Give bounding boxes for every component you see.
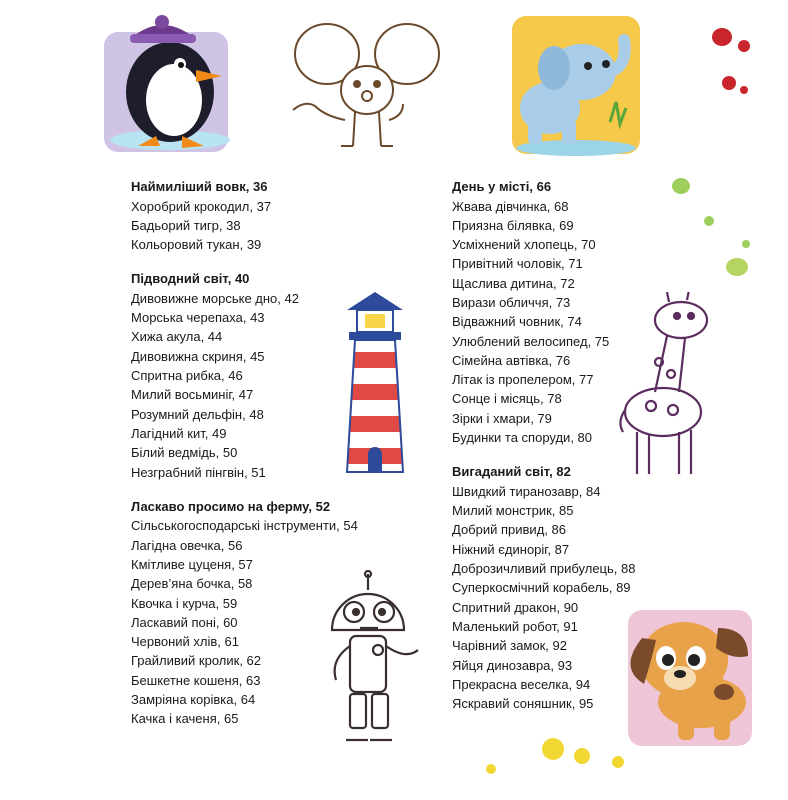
contents-section <box>131 178 371 254</box>
contents-entry: Прекрасна веселка, 94 <box>452 676 591 692</box>
contents-entry: Кмітливе цуценя, 57 <box>131 556 253 572</box>
green-paint-splash <box>742 240 750 248</box>
contents-entry: Морська черепаха, 43 <box>131 310 265 326</box>
contents-entry: Замріяна корівка, 64 <box>131 692 256 708</box>
section-heading: Підводний світ, 40 <box>131 271 250 287</box>
contents-entry: Улюблений велосипед, 75 <box>452 333 610 349</box>
contents-entry: Щаслива дитина, 72 <box>452 275 575 291</box>
contents-entry: Швидкий тиранозавр, 84 <box>452 483 601 499</box>
green-paint-splash <box>704 216 714 226</box>
contents-entry: Сімейна автівка, 76 <box>452 352 571 368</box>
giraffe-outline-illustration <box>615 292 725 482</box>
contents-entry: Доброзичливий прибулець, 88 <box>452 561 636 577</box>
contents-entry: Дерев’яна бочка, 58 <box>131 576 253 592</box>
contents-entry: Спритна рибка, 46 <box>131 368 243 384</box>
left-contents-column <box>131 178 371 745</box>
contents-entry: Добрий привид, 86 <box>452 522 566 538</box>
contents-entry: Ніжний єдиноріг, 87 <box>452 541 570 557</box>
red-paint-splash <box>738 40 750 52</box>
contents-section <box>131 498 371 729</box>
contents-entry: Чарівний замок, 92 <box>452 638 567 654</box>
section-heading: День у місті, 66 <box>452 179 552 194</box>
contents-entry: Лагідний кит, 49 <box>131 425 227 441</box>
contents-entry: Будинки та споруди, 80 <box>452 430 593 446</box>
contents-section <box>452 463 636 713</box>
contents-entry: Грайливий кролик, 62 <box>131 653 261 669</box>
contents-entry: Качка і каченя, 65 <box>131 711 239 727</box>
section-heading: Наймиліший вовк, 36 <box>131 179 268 194</box>
contents-entry: Зірки і хмари, 79 <box>452 410 552 426</box>
contents-section <box>452 178 622 447</box>
contents-section <box>131 270 371 481</box>
contents-entry: Милий восьминіг, 47 <box>131 387 254 403</box>
contents-entry: Хоробрий крокодил, 37 <box>131 198 272 214</box>
contents-entry: Лагідна овечка, 56 <box>131 537 243 553</box>
yellow-paint-splash <box>542 738 564 760</box>
contents-entry: Розумний дельфін, 48 <box>131 406 264 422</box>
contents-entry: Квочка і курча, 59 <box>131 595 238 611</box>
contents-entry: Милий монстрик, 85 <box>452 503 574 519</box>
contents-entry: Червоний хлів, 61 <box>131 634 239 650</box>
green-paint-splash <box>672 178 690 194</box>
contents-entry: Бешкетне кошеня, 63 <box>131 672 261 688</box>
penguin-illustration <box>100 14 240 154</box>
contents-entry: Сільськогосподарські інструменти, 54 <box>131 518 358 534</box>
contents-entry: Хижа акула, 44 <box>131 329 223 345</box>
right-contents-column <box>452 178 636 729</box>
elephant-illustration <box>510 12 645 157</box>
contents-entry: Ласкавий поні, 60 <box>131 614 238 630</box>
green-paint-splash <box>726 258 748 276</box>
section-heading: Вигаданий світ, 82 <box>452 464 571 480</box>
contents-entry: Бадьорий тигр, 38 <box>131 217 241 233</box>
contents-entry: Кольоровий тукан, 39 <box>131 237 262 253</box>
contents-entry: Спритний дракон, 90 <box>452 599 579 615</box>
contents-entry: Сонце і місяць, 78 <box>452 391 562 407</box>
contents-entry: Яйця динозавра, 93 <box>452 657 573 673</box>
contents-entry: Привітний чоловік, 71 <box>452 256 583 272</box>
contents-entry: Маленький робот, 91 <box>452 618 578 634</box>
contents-entry: Жвава дівчинка, 68 <box>452 198 569 214</box>
contents-entry: Відважний човник, 74 <box>452 314 582 330</box>
contents-entry: Дивовижне морське дно, 42 <box>131 290 299 306</box>
yellow-paint-splash <box>612 756 624 768</box>
yellow-paint-splash <box>574 748 590 764</box>
contents-entry: Усміхнений хлопець, 70 <box>452 237 596 253</box>
red-paint-splash <box>740 86 748 94</box>
mouse-outline-illustration <box>285 20 445 160</box>
contents-entry: Дивовижна скриня, 45 <box>131 348 265 364</box>
red-paint-splash <box>722 76 736 90</box>
contents-entry: Суперкосмічний корабель, 89 <box>452 580 631 596</box>
contents-entry: Білий ведмідь, 50 <box>131 445 238 461</box>
red-paint-splash <box>712 28 732 46</box>
section-heading: Ласкаво просимо на ферму, 52 <box>131 498 331 514</box>
puppy-illustration <box>622 598 754 748</box>
contents-entry: Яскравий соняшник, 95 <box>452 696 594 712</box>
contents-entry: Вирази обличчя, 73 <box>452 294 571 310</box>
contents-entry: Приязна білявка, 69 <box>452 217 574 233</box>
yellow-paint-splash <box>486 764 496 774</box>
contents-entry: Незграбний пінгвін, 51 <box>131 464 266 480</box>
contents-entry: Літак із пропелером, 77 <box>452 372 594 388</box>
